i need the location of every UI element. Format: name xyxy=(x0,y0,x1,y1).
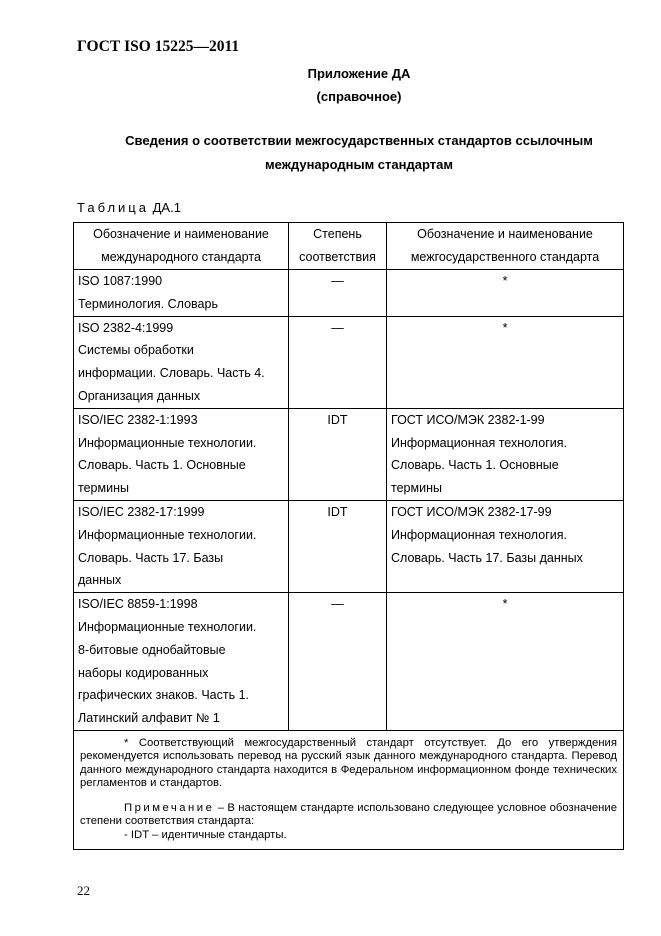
degree-cell: — xyxy=(289,270,387,317)
appendix-title: Приложение ДА xyxy=(307,66,411,81)
interstate-standard-cell: ГОСТ ИСО/МЭК 2382-17-99 Информационная технология. Словарь. Часть 17. Базы данных xyxy=(387,500,624,592)
table-footnote: * Соответствующий межгосударственный стандарт отсутствует. До его утверждения рекомендуется использовать перевод на русский язык данного международного стандарта. Перевод данного международного стандарта находится в Федеральном информационном фонде технических регламентов и стандартов. xyxy=(80,736,617,789)
intl-standard-cell: ISO 2382-4:1999 Системы обработки информации. Словарь. Часть 4. Организация данных xyxy=(74,316,289,408)
table-row xyxy=(74,316,624,408)
interstate-standard-cell: * xyxy=(387,316,624,408)
appendix-subtitle: (справочное) xyxy=(316,89,402,104)
table-row xyxy=(74,408,624,500)
note-text: – В настоящем стандарте использовано следующее условное обозначение степени соответствия стандарта: xyxy=(80,802,617,828)
intl-standard-cell: ISO/IEC 2382-1:1993 Информационные технологии. Словарь. Часть 1. Основные термины xyxy=(74,408,289,500)
document-code: ГОСТ ISO 15225—2011 xyxy=(77,38,240,55)
column-header-international: Обозначение и наименование международного стандарта xyxy=(74,223,289,270)
degree-cell: IDT xyxy=(289,500,387,592)
table-note xyxy=(80,802,617,829)
table-notes-row xyxy=(74,730,624,849)
interstate-standard-cell: ГОСТ ИСО/МЭК 2382-1-99 Информационная технология. Словарь. Часть 1. Основные термины xyxy=(387,408,624,500)
page-number: 22 xyxy=(77,883,90,898)
standards-table xyxy=(73,222,624,850)
table-label-prefix: Таблица xyxy=(77,200,149,215)
note-item: - IDT – идентичные стандарты. xyxy=(124,828,287,841)
degree-cell: — xyxy=(289,316,387,408)
table-row xyxy=(74,500,624,592)
table-row xyxy=(74,593,624,731)
table-notes-cell xyxy=(74,730,624,849)
interstate-standard-cell: * xyxy=(387,593,624,731)
table-label xyxy=(77,200,181,215)
intl-standard-cell: ISO/IEC 8859-1:1998 Информационные технологии. 8-битовые однобайтовые наборы кодированных графических знаков. Часть 1. Латинский алфавит № 1 xyxy=(74,593,289,731)
table-header-row xyxy=(74,223,624,270)
appendix-heading-line2: международным стандартам xyxy=(265,157,453,172)
table-label-number: ДА.1 xyxy=(152,200,181,215)
column-header-interstate: Обозначение и наименование межгосударственного стандарта xyxy=(387,223,624,270)
intl-standard-cell: ISO/IEC 2382-17:1999 Информационные технологии. Словарь. Часть 17. Базы данных xyxy=(74,500,289,592)
intl-standard-cell: ISO 1087:1990 Терминология. Словарь xyxy=(74,270,289,317)
table-row xyxy=(74,270,624,317)
appendix-heading-line1: Сведения о соответствии межгосударственных стандартов ссылочным xyxy=(125,133,593,148)
interstate-standard-cell: * xyxy=(387,270,624,317)
note-label: Примечание xyxy=(124,802,215,815)
degree-cell: — xyxy=(289,593,387,731)
degree-cell: IDT xyxy=(289,408,387,500)
column-header-degree: Степень соответствия xyxy=(289,223,387,270)
